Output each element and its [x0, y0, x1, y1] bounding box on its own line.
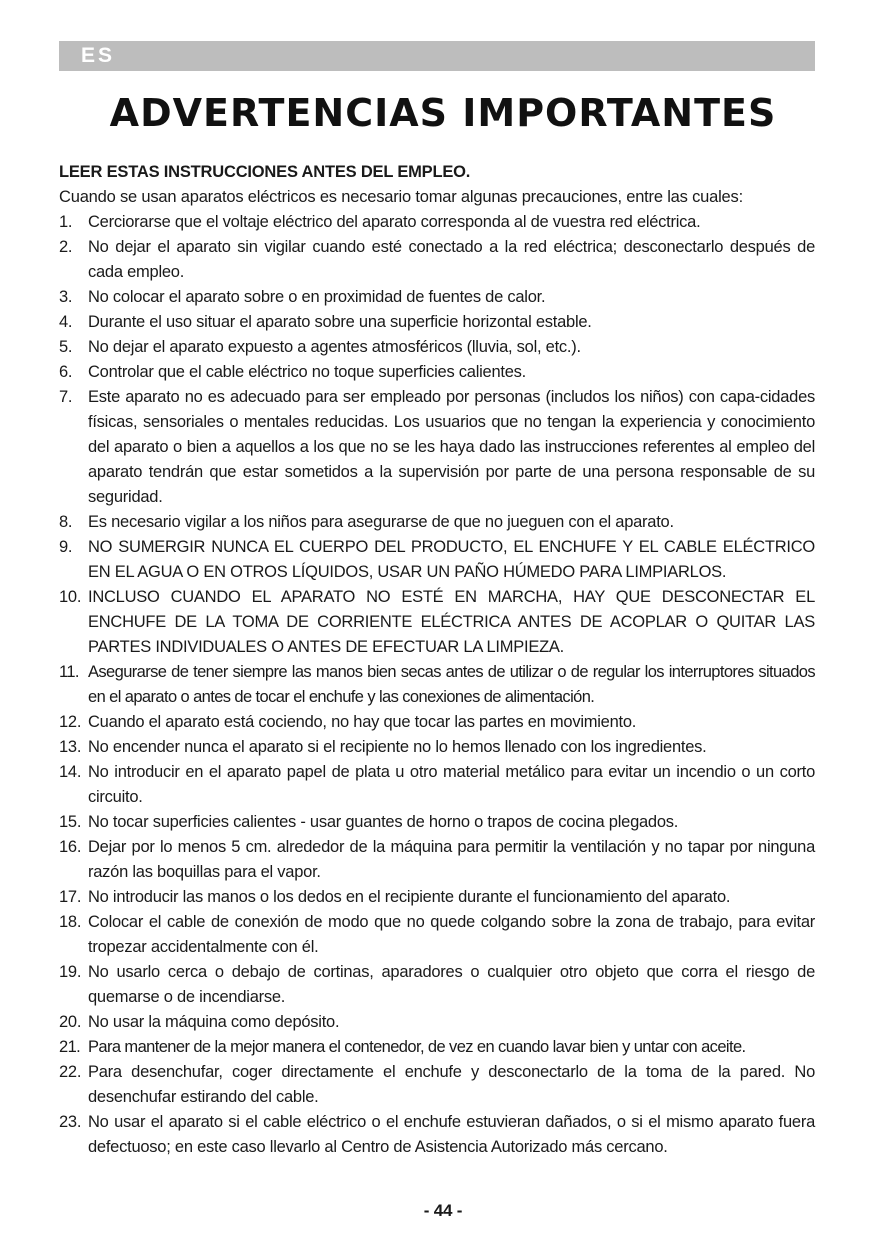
- warning-item: [59, 735, 815, 760]
- warning-item: [59, 660, 815, 710]
- warning-number: 8.: [59, 513, 73, 531]
- warning-item: [59, 210, 815, 235]
- warning-number: 19.: [59, 963, 82, 981]
- warning-number: 15.: [59, 813, 82, 831]
- warning-text: No dejar el aparato expuesto a agentes atmosféricos (lluvia, sol, etc.).: [88, 338, 581, 356]
- warning-item: [59, 960, 815, 1010]
- warning-text: No usar la máquina como depósito.: [88, 1013, 340, 1031]
- warning-number: 11.: [59, 663, 79, 681]
- warning-item: [59, 235, 815, 285]
- warnings-list: [59, 210, 815, 1160]
- warning-item: [59, 810, 815, 835]
- warning-item: [59, 1110, 815, 1160]
- warning-number: 17.: [59, 888, 82, 906]
- warning-item: [59, 510, 815, 535]
- warning-text: Cerciorarse que el voltaje eléctrico del aparato corresponda al de vuestra red eléctrica.: [88, 213, 701, 231]
- warning-item: [59, 310, 815, 335]
- warning-number: 3.: [59, 288, 73, 306]
- warning-text: No usarlo cerca o debajo de cortinas, aparadores o cualquier otro objeto que corra el riesgo de quemarse o de incendiarse.: [88, 963, 815, 1006]
- warning-text: Es necesario vigilar a los niños para asegurarse de que no jueguen con el aparato.: [88, 513, 674, 531]
- warning-item: [59, 535, 815, 585]
- warning-text: No colocar el aparato sobre o en proximidad de fuentes de calor.: [88, 288, 546, 306]
- warning-item: [59, 385, 815, 510]
- language-bar: [59, 41, 815, 71]
- warning-number: 14.: [59, 763, 82, 781]
- warning-number: 16.: [59, 838, 82, 856]
- warning-text: Este aparato no es adecuado para ser empleado por personas (includos los niños) con capa-cidades físicas, sensoriales o mentales reducidas. Los usuarios que no tengan la experiencia y conocimiento del aparato o bien a aquellos a los que no se les haya dado las instrucciones referentes al empleo del aparato tendrán que estar sometidos a la supervisión por parte de una persona responsable de su seguridad.: [88, 388, 815, 506]
- warning-item: [59, 885, 815, 910]
- page-number: - 44 -: [423, 1201, 463, 1220]
- warning-text: Dejar por lo menos 5 cm. alrededor de la máquina para permitir la ventilación y no tapar por ninguna razón las boquillas para el vapor.: [88, 838, 815, 881]
- warning-item: [59, 710, 815, 735]
- warning-text: Controlar que el cable eléctrico no toque superficies calientes.: [88, 363, 527, 381]
- warning-number: 4.: [59, 313, 73, 331]
- warning-item: [59, 910, 815, 960]
- warning-text: No tocar superficies calientes - usar guantes de horno o trapos de cocina plegados.: [88, 813, 679, 831]
- warning-text: No introducir las manos o los dedos en el recipiente durante el funcionamiento del aparato.: [88, 888, 731, 906]
- warning-item: [59, 285, 815, 310]
- warning-number: 2.: [59, 238, 73, 256]
- warning-number: 12.: [59, 713, 82, 731]
- warning-number: 13.: [59, 738, 82, 756]
- warning-text: Durante el uso situar el aparato sobre una superficie horizontal estable.: [88, 313, 592, 331]
- intro-paragraph: Cuando se usan aparatos eléctricos es necesario tomar algunas precauciones, entre las cuales:: [59, 188, 743, 206]
- warning-text: NO SUMERGIR NUNCA EL CUERPO DEL PRODUCTO, EL ENCHUFE Y EL CABLE ELÉCTRICO EN EL AGUA O EN OTROS LÍQUIDOS, USAR UN PAÑO HÚMEDO PARA LIMPIARLOS.: [88, 538, 815, 581]
- warning-item: [59, 335, 815, 360]
- warning-number: 23.: [59, 1113, 82, 1131]
- warning-item: [59, 1010, 815, 1035]
- warning-item: [59, 835, 815, 885]
- warning-text: Para desenchufar, coger directamente el enchufe y desconectarlo de la toma de la pared. No desenchufar estirando del cable.: [88, 1063, 815, 1106]
- warning-text: INCLUSO CUANDO EL APARATO NO ESTÉ EN MARCHA, HAY QUE DESCONECTAR EL ENCHUFE DE LA TOMA DE CORRIENTE ELÉCTRICA ANTES DE ACOPLAR O QUITAR LAS PARTES INDIVIDUALES O ANTES DE EFECTUAR LA LIMPIEZA.: [88, 588, 815, 656]
- warning-text: Cuando el aparato está cociendo, no hay que tocar las partes en movimiento.: [88, 713, 637, 731]
- warning-item: [59, 585, 815, 660]
- page-title: ADVERTENCIAS IMPORTANTES: [109, 91, 777, 135]
- warning-number: 10.: [59, 588, 82, 606]
- warning-text: No dejar el aparato sin vigilar cuando esté conectado a la red eléctrica; desconectarlo después de cada empleo.: [88, 238, 815, 281]
- warning-number: 7.: [59, 388, 73, 406]
- warning-item: [59, 1060, 815, 1110]
- warning-text: No introducir en el aparato papel de plata u otro material metálico para evitar un incendio o un corto circuito.: [88, 763, 815, 806]
- section-subtitle: LEER ESTAS INSTRUCCIONES ANTES DEL EMPLEO.: [59, 163, 471, 181]
- warning-number: 5.: [59, 338, 73, 356]
- warning-text: Colocar el cable de conexión de modo que no quede colgando sobre la zona de trabajo, para evitar tropezar accidentalmente con él.: [88, 913, 815, 956]
- document-body: [59, 160, 815, 1160]
- warning-number: 18.: [59, 913, 82, 931]
- warning-text: No usar el aparato si el cable eléctrico o el enchufe estuvieran dañados, o si el mismo aparato fuera defectuoso; en este caso llevarlo al Centro de Asistencia Autorizado más cercano.: [88, 1113, 815, 1156]
- warning-number: 9.: [59, 538, 73, 556]
- warning-item: [59, 1035, 815, 1060]
- warning-item: [59, 760, 815, 810]
- warning-number: 21.: [59, 1038, 81, 1056]
- warning-number: 20.: [59, 1013, 82, 1031]
- warning-item: [59, 360, 815, 385]
- warning-number: 1.: [59, 213, 73, 231]
- warning-text: No encender nunca el aparato si el recipiente no lo hemos llenado con los ingredientes.: [88, 738, 707, 756]
- warning-number: 22.: [59, 1063, 82, 1081]
- language-code: ES: [81, 44, 116, 67]
- warning-number: 6.: [59, 363, 73, 381]
- warning-text: Asegurarse de tener siempre las manos bien secas antes de utilizar o de regular los interruptores situados en el aparato o antes de tocar el enchufe y las conexiones de alimentación.: [88, 663, 815, 706]
- warning-text: Para mantener de la mejor manera el contenedor, de vez en cuando lavar bien y untar con aceite.: [88, 1038, 746, 1056]
